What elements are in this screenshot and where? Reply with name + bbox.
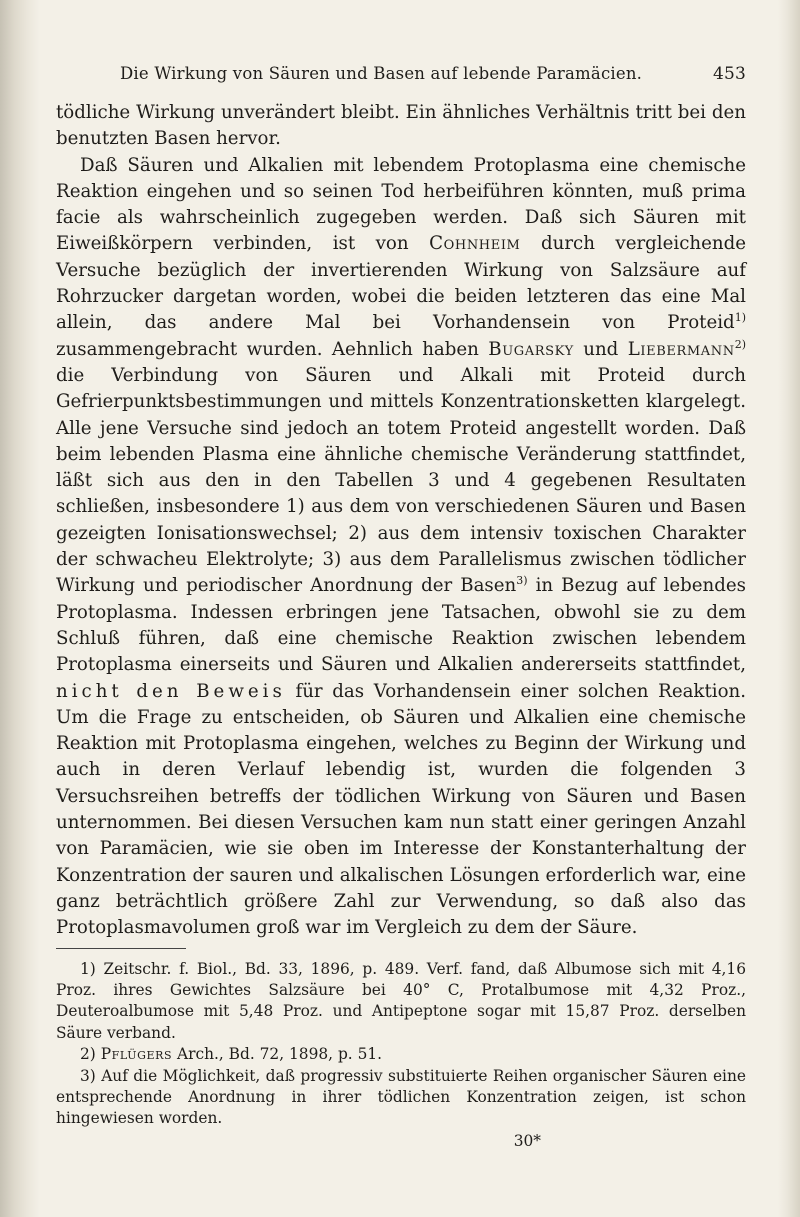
text-run: und — [573, 338, 628, 360]
text-run: die Verbindung von Säuren und Alkali mit Proteid durch Gefrierpunktsbestimmungen und mittels Konzentrationsketten klargelegt. Alle jene Versuche sind jedoch an totem Proteid angestellt worden. Daß beim lebenden Plasma eine ähnliche chemische Veränderung stattfindet, läßt sich aus den in den Tabellen 3 und 4 gegebenen Resultaten schließen, insbesondere 1) aus dem von verschiedenen Säuren und Basen gezeigten Ionisationswechsel; 2) aus dem intensiv toxischen Charakter der schwacheu Elektrolyte; 3) aus dem Parallelismus zwischen tödlicher Wirkung und periodischer Anordnung der Basen — [56, 364, 746, 597]
footnote-2 — [56, 1044, 746, 1065]
running-header — [56, 60, 746, 90]
text-run: Arch., Bd. 72, 1898, p. 51. — [172, 1045, 383, 1064]
footnotes — [56, 959, 746, 1130]
binding-gutter-left — [0, 0, 40, 1217]
author-pfluegers: Pflügers — [100, 1045, 173, 1064]
paragraph-2 — [56, 153, 746, 942]
footnote-divider — [56, 948, 186, 949]
author-bugarsky: Bugarsky — [488, 338, 574, 360]
footnote-ref-3: 3) — [516, 574, 528, 588]
author-cohnheim: Cohnheim — [429, 233, 521, 255]
footnote-ref-2: 2) — [734, 337, 746, 351]
book-page — [56, 60, 746, 1150]
paragraph-1: tödliche Wirkung unverändert bleibt. Ein ähnliches Verhältnis tritt bei den benutzten Basen hervor. — [56, 102, 746, 150]
running-title: Die Wirkung von Säuren und Basen auf lebende Paramäcien. — [120, 64, 643, 83]
author-liebermann: Liebermann — [627, 338, 735, 360]
footnote-3: 3) Auf die Möglichkeit, daß progressiv substituierte Reihen organischer Säuren eine entsprechende Anordnung in ihrer tödlichen Konzentration zeigen, ist schon hingewiesen worden. — [56, 1066, 746, 1128]
main-text — [56, 100, 746, 942]
page-number: 453 — [712, 64, 746, 84]
page-edge-right — [778, 0, 800, 1217]
text-run: in Bezug auf lebendes Protoplasma. Indessen erbringen jene Tatsachen, obwohl sie zu dem Schluß führen, daß eine chemische Reaktion zwischen lebendem Protoplasma einerseits und Säuren und Alkalien andererseits stattfindet, — [56, 575, 746, 676]
text-run: zusammengebracht wurden. Aehnlich haben — [56, 338, 489, 360]
signature-mark: 30* — [513, 1131, 541, 1150]
footnote-ref-1: 1) — [734, 311, 746, 325]
text-run: durch vergleichende Versuche bezüglich der invertierenden Wirkung von Salzsäure auf Rohrzucker dargetan worden, wobei die beiden letzteren das eine Mal allein, das andere Mal bei Vorhandensein von Proteid — [56, 233, 746, 334]
text-run: Daß Säuren und Alkalien mit lebendem Protoplasma eine chemische Reaktion eingehen und so seinen Tod herbeiführen könnten, muß prima facie als wahrscheinlich zugegeben werden. Daß sich Säuren mit Eiweißkörpern verbinden, ist von — [56, 154, 746, 255]
footnote-1: 1) Zeitschr. f. Biol., Bd. 33, 1896, p. 489. Verf. fand, daß Albumose sich mit 4,16 Proz. ihres Gewichtes Salzsäure bei 40° C, Protalbumose mit 4,32 Proz., Deuteroalbumose mit 5,48 Proz. und Antipeptone sogar mit 15,87 Proz. derselben Säure verband. — [56, 959, 746, 1042]
text-run: für das Vorhandensein einer solchen Reaktion. Um die Frage zu entscheiden, ob Säuren und Alkalien eine chemische Reaktion mit Protoplasma eingehen, welches zu Beginn der Wirkung und auch in deren Verlauf lebendig ist, wurden die folgenden 3 Versuchsreihen betreffs der tödlichen Wirkung von Säuren und Basen unternommen. Bei diesen Versuchen kam nun statt einer geringen Anzahl von Paramäcien, wie sie oben im Interesse der Konstanterhaltung der Konzentration der sauren und alkalischen Lösungen erforderlich war, eine ganz beträchtlich größere Zahl zur Verwendung, so daß also das Protoplasmavolumen groß war im Vergleich zu dem der Säure. — [56, 680, 747, 939]
text-run: 2) — [80, 1045, 101, 1064]
emphasis-spaced: nicht den Beweis — [56, 680, 286, 702]
